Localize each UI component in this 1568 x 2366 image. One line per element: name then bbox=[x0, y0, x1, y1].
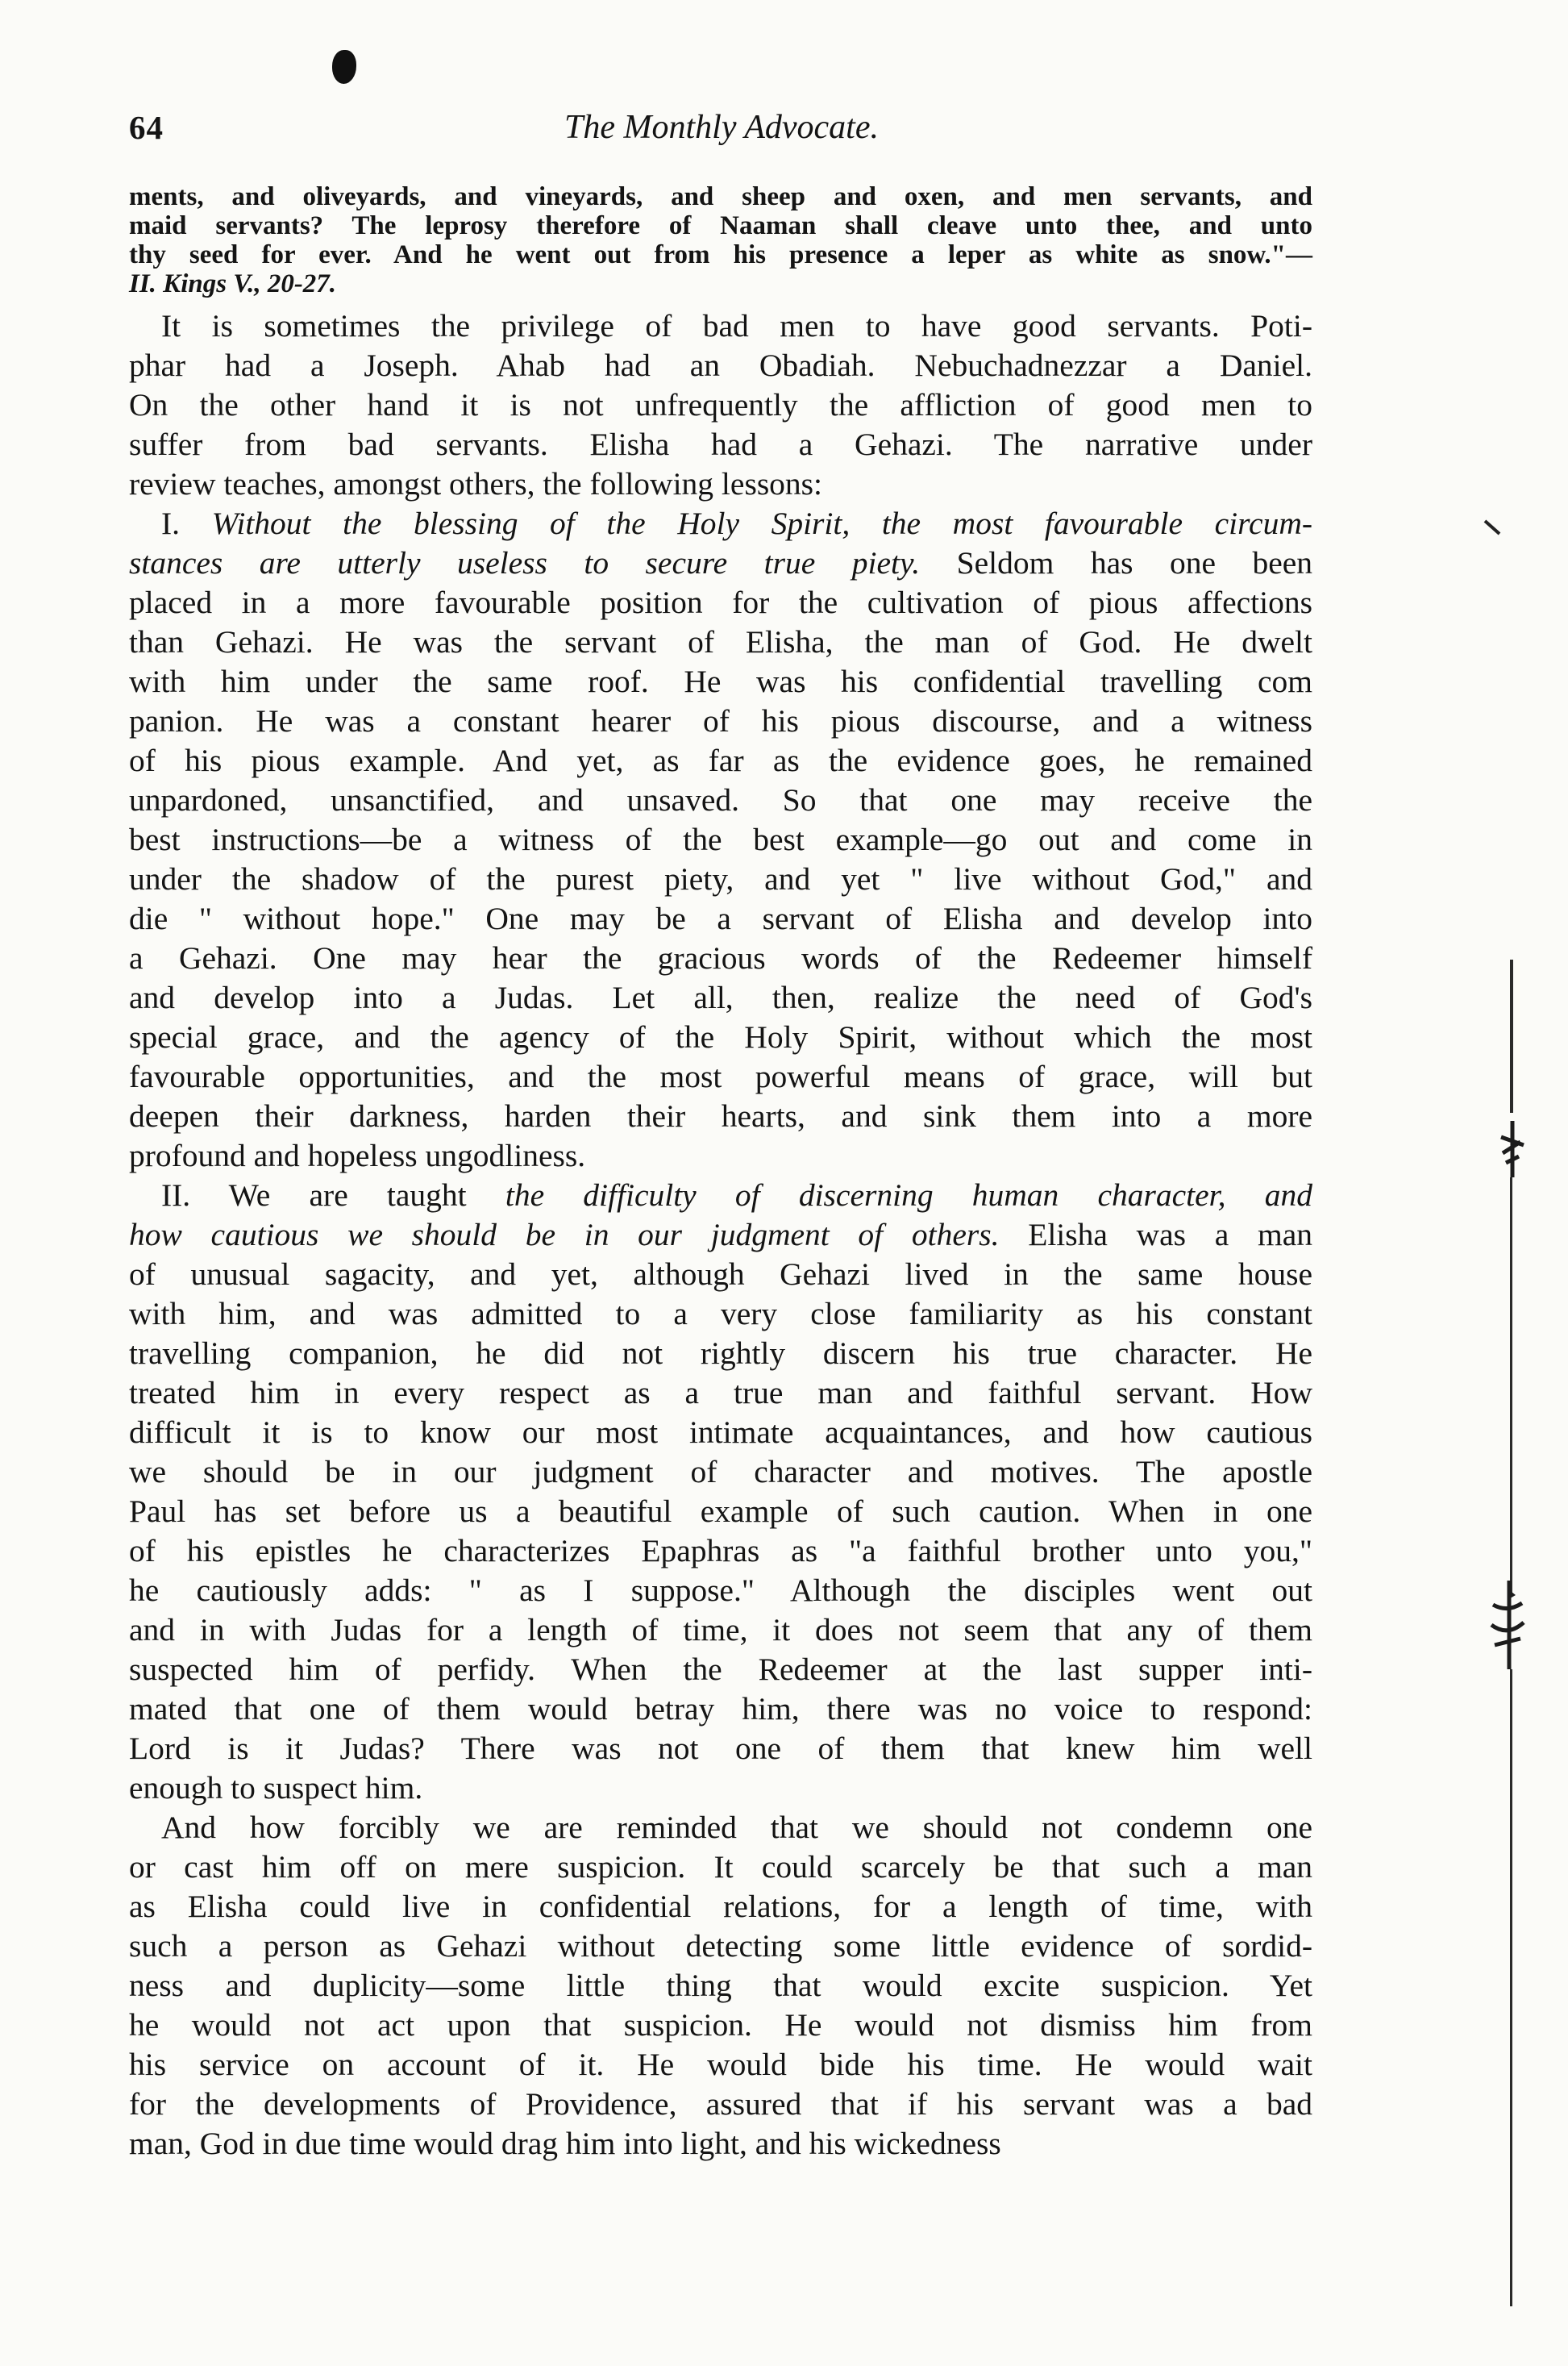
text-fragment: Elisha was a man bbox=[1028, 1217, 1312, 1252]
quote-line: ments, and oliveyards, and vineyards, and sheep and oxen, and men servants, and bbox=[129, 182, 1312, 211]
binding-edge-line bbox=[1510, 1177, 1512, 1597]
quote-line: maid servants? The leprosy therefore of Naaman shall cleave unto thee, and unto bbox=[129, 211, 1312, 240]
text-line: placed in a more favourable position for the cultivation of pious affections bbox=[129, 585, 1312, 620]
text-line: favourable opportunities, and the most powerful means of grace, will but bbox=[129, 1059, 1312, 1094]
quote-line: thy seed for ever. And he went out from his presence a leper as white as snow."— bbox=[129, 240, 1312, 269]
text-line: Lord is it Judas? There was not one of them that knew him well bbox=[129, 1731, 1312, 1766]
text-line: And how forcibly we are reminded that we should not condemn one bbox=[161, 1810, 1312, 1845]
ink-blot-mark bbox=[332, 50, 356, 84]
text-line: of his pious example. And yet, as far as the evidence goes, he remained bbox=[129, 743, 1312, 778]
text-line: panion. He was a constant hearer of his pious discourse, and a witness bbox=[129, 703, 1312, 739]
text-line: of unusual sagacity, and yet, although Gehazi lived in the same house bbox=[129, 1256, 1312, 1292]
lesson-numeral: II. bbox=[161, 1177, 191, 1213]
text-line: with him under the same roof. He was his confidential travelling com bbox=[129, 664, 1312, 699]
text-line: On the other hand it is not unfrequently the affliction of good men to bbox=[129, 387, 1312, 423]
text-fragment: Seldom has one been bbox=[956, 545, 1313, 581]
text-line: and in with Judas for a length of time, it does not seem that any of them bbox=[129, 1612, 1312, 1647]
lesson-heading-line bbox=[129, 504, 1312, 544]
binding-edge-line bbox=[1510, 1669, 1512, 2306]
lesson-one bbox=[129, 504, 1312, 1176]
text-line: under the shadow of the purest piety, and yet " live without God," and bbox=[129, 861, 1312, 897]
text-line: ness and duplicity—some little thing that would excite suspicion. Yet bbox=[129, 1968, 1312, 2003]
text-line: such a person as Gehazi without detecting some little evidence of sordid- bbox=[129, 1928, 1312, 1964]
text-line: suspected him of perfidy. When the Redeemer at the last supper inti- bbox=[129, 1652, 1312, 1687]
text-line: with him, and was admitted to a very close familiarity as his constant bbox=[129, 1296, 1312, 1331]
text-line: of his epistles he characterizes Epaphras as "a faithful brother unto you," bbox=[129, 1533, 1312, 1568]
text-line: travelling companion, he did not rightly discern his true character. He bbox=[129, 1335, 1312, 1371]
text-line: man, God in due time would drag him into light, and his wickedness bbox=[129, 2126, 1001, 2161]
text-line: unpardoned, unsanctified, and unsaved. So that one may receive the bbox=[129, 782, 1312, 818]
text-line: die " without hope." One may be a servant of Elisha and develop into bbox=[129, 901, 1312, 936]
text-line: we should be in our judgment of character and motives. The apostle bbox=[129, 1454, 1312, 1489]
text-line: a Gehazi. One may hear the gracious words of the Redeemer himself bbox=[129, 940, 1312, 976]
text-line: enough to suspect him. bbox=[129, 1770, 423, 1806]
text-line: mated that one of them would betray him, there was no voice to respond: bbox=[129, 1691, 1312, 1727]
binding-ornament-mark bbox=[1483, 1581, 1532, 1669]
lesson-numeral: I. bbox=[161, 506, 181, 541]
text-line: suffer from bad servants. Elisha had a Gehazi. The narrative under bbox=[129, 427, 1312, 462]
text-line: special grace, and the agency of the Holy Spirit, without which the most bbox=[129, 1019, 1312, 1055]
text-line: his service on account of it. He would bide his time. He would wait bbox=[129, 2047, 1312, 2082]
text-line: best instructions—be a witness of the best example—go out and come in bbox=[129, 822, 1312, 857]
text-line: profound and hopeless ungodliness. bbox=[129, 1138, 586, 1173]
text-fragment: We are taught bbox=[228, 1177, 467, 1213]
final-paragraph bbox=[129, 1808, 1312, 2164]
text-line: It is sometimes the privilege of bad men to have good servants. Poti- bbox=[161, 308, 1312, 344]
lesson-heading: stances are utterly useless to secure true piety. bbox=[129, 545, 921, 581]
intro-paragraph bbox=[129, 306, 1312, 504]
text-line: than Gehazi. He was the servant of Elisha, the man of God. He dwelt bbox=[129, 624, 1312, 660]
quote-citation: II. Kings V., 20-27. bbox=[129, 269, 337, 298]
text-line: Paul has set before us a beautiful example of such caution. When in one bbox=[129, 1493, 1312, 1529]
text-line: review teaches, amongst others, the following lessons: bbox=[129, 466, 823, 502]
text-line: difficult it is to know our most intimate acquaintances, and how cautious bbox=[129, 1414, 1312, 1450]
text-line: treated him in every respect as a true man and faithful servant. How bbox=[129, 1375, 1312, 1410]
lesson-heading-line bbox=[129, 544, 1312, 583]
lesson-heading-line bbox=[129, 1215, 1312, 1255]
binding-edge-line bbox=[1510, 960, 1513, 1113]
scripture-quote bbox=[129, 182, 1312, 298]
margin-tick-mark bbox=[1482, 516, 1506, 540]
lesson-heading: how cautious we should be in our judgment of others. bbox=[129, 1217, 1000, 1252]
text-line: as Elisha could live in confidential relations, for a length of time, with bbox=[129, 1889, 1312, 1924]
lesson-heading-line bbox=[129, 1176, 1312, 1215]
text-line: and develop into a Judas. Let all, then, realize the need of God's bbox=[129, 980, 1312, 1015]
text-line: phar had a Joseph. Ahab had an Obadiah. Nebuchadnezzar a Daniel. bbox=[129, 348, 1312, 383]
text-line: he cautiously adds: " as I suppose." Although the disciples went out bbox=[129, 1572, 1312, 1608]
page-header bbox=[129, 108, 1314, 156]
lesson-heading: Without the blessing of the Holy Spirit, the most favourable circum- bbox=[211, 506, 1312, 541]
lesson-two bbox=[129, 1176, 1312, 1808]
text-line: for the developments of Providence, assured that if his servant was a bad bbox=[129, 2086, 1312, 2122]
binding-ornament-mark bbox=[1496, 1121, 1528, 1177]
running-title: The Monthly Advocate. bbox=[564, 109, 879, 146]
text-line: he would not act upon that suspicion. He would not dismiss him from bbox=[129, 2007, 1312, 2043]
text-line: deepen their darkness, harden their hearts, and sink them into a more bbox=[129, 1098, 1312, 1134]
lesson-heading: the difficulty of discerning human character, and bbox=[505, 1177, 1312, 1213]
body-text bbox=[129, 182, 1312, 2164]
page-number: 64 bbox=[129, 109, 164, 146]
text-line: or cast him off on mere suspicion. It could scarcely be that such a man bbox=[129, 1849, 1312, 1885]
